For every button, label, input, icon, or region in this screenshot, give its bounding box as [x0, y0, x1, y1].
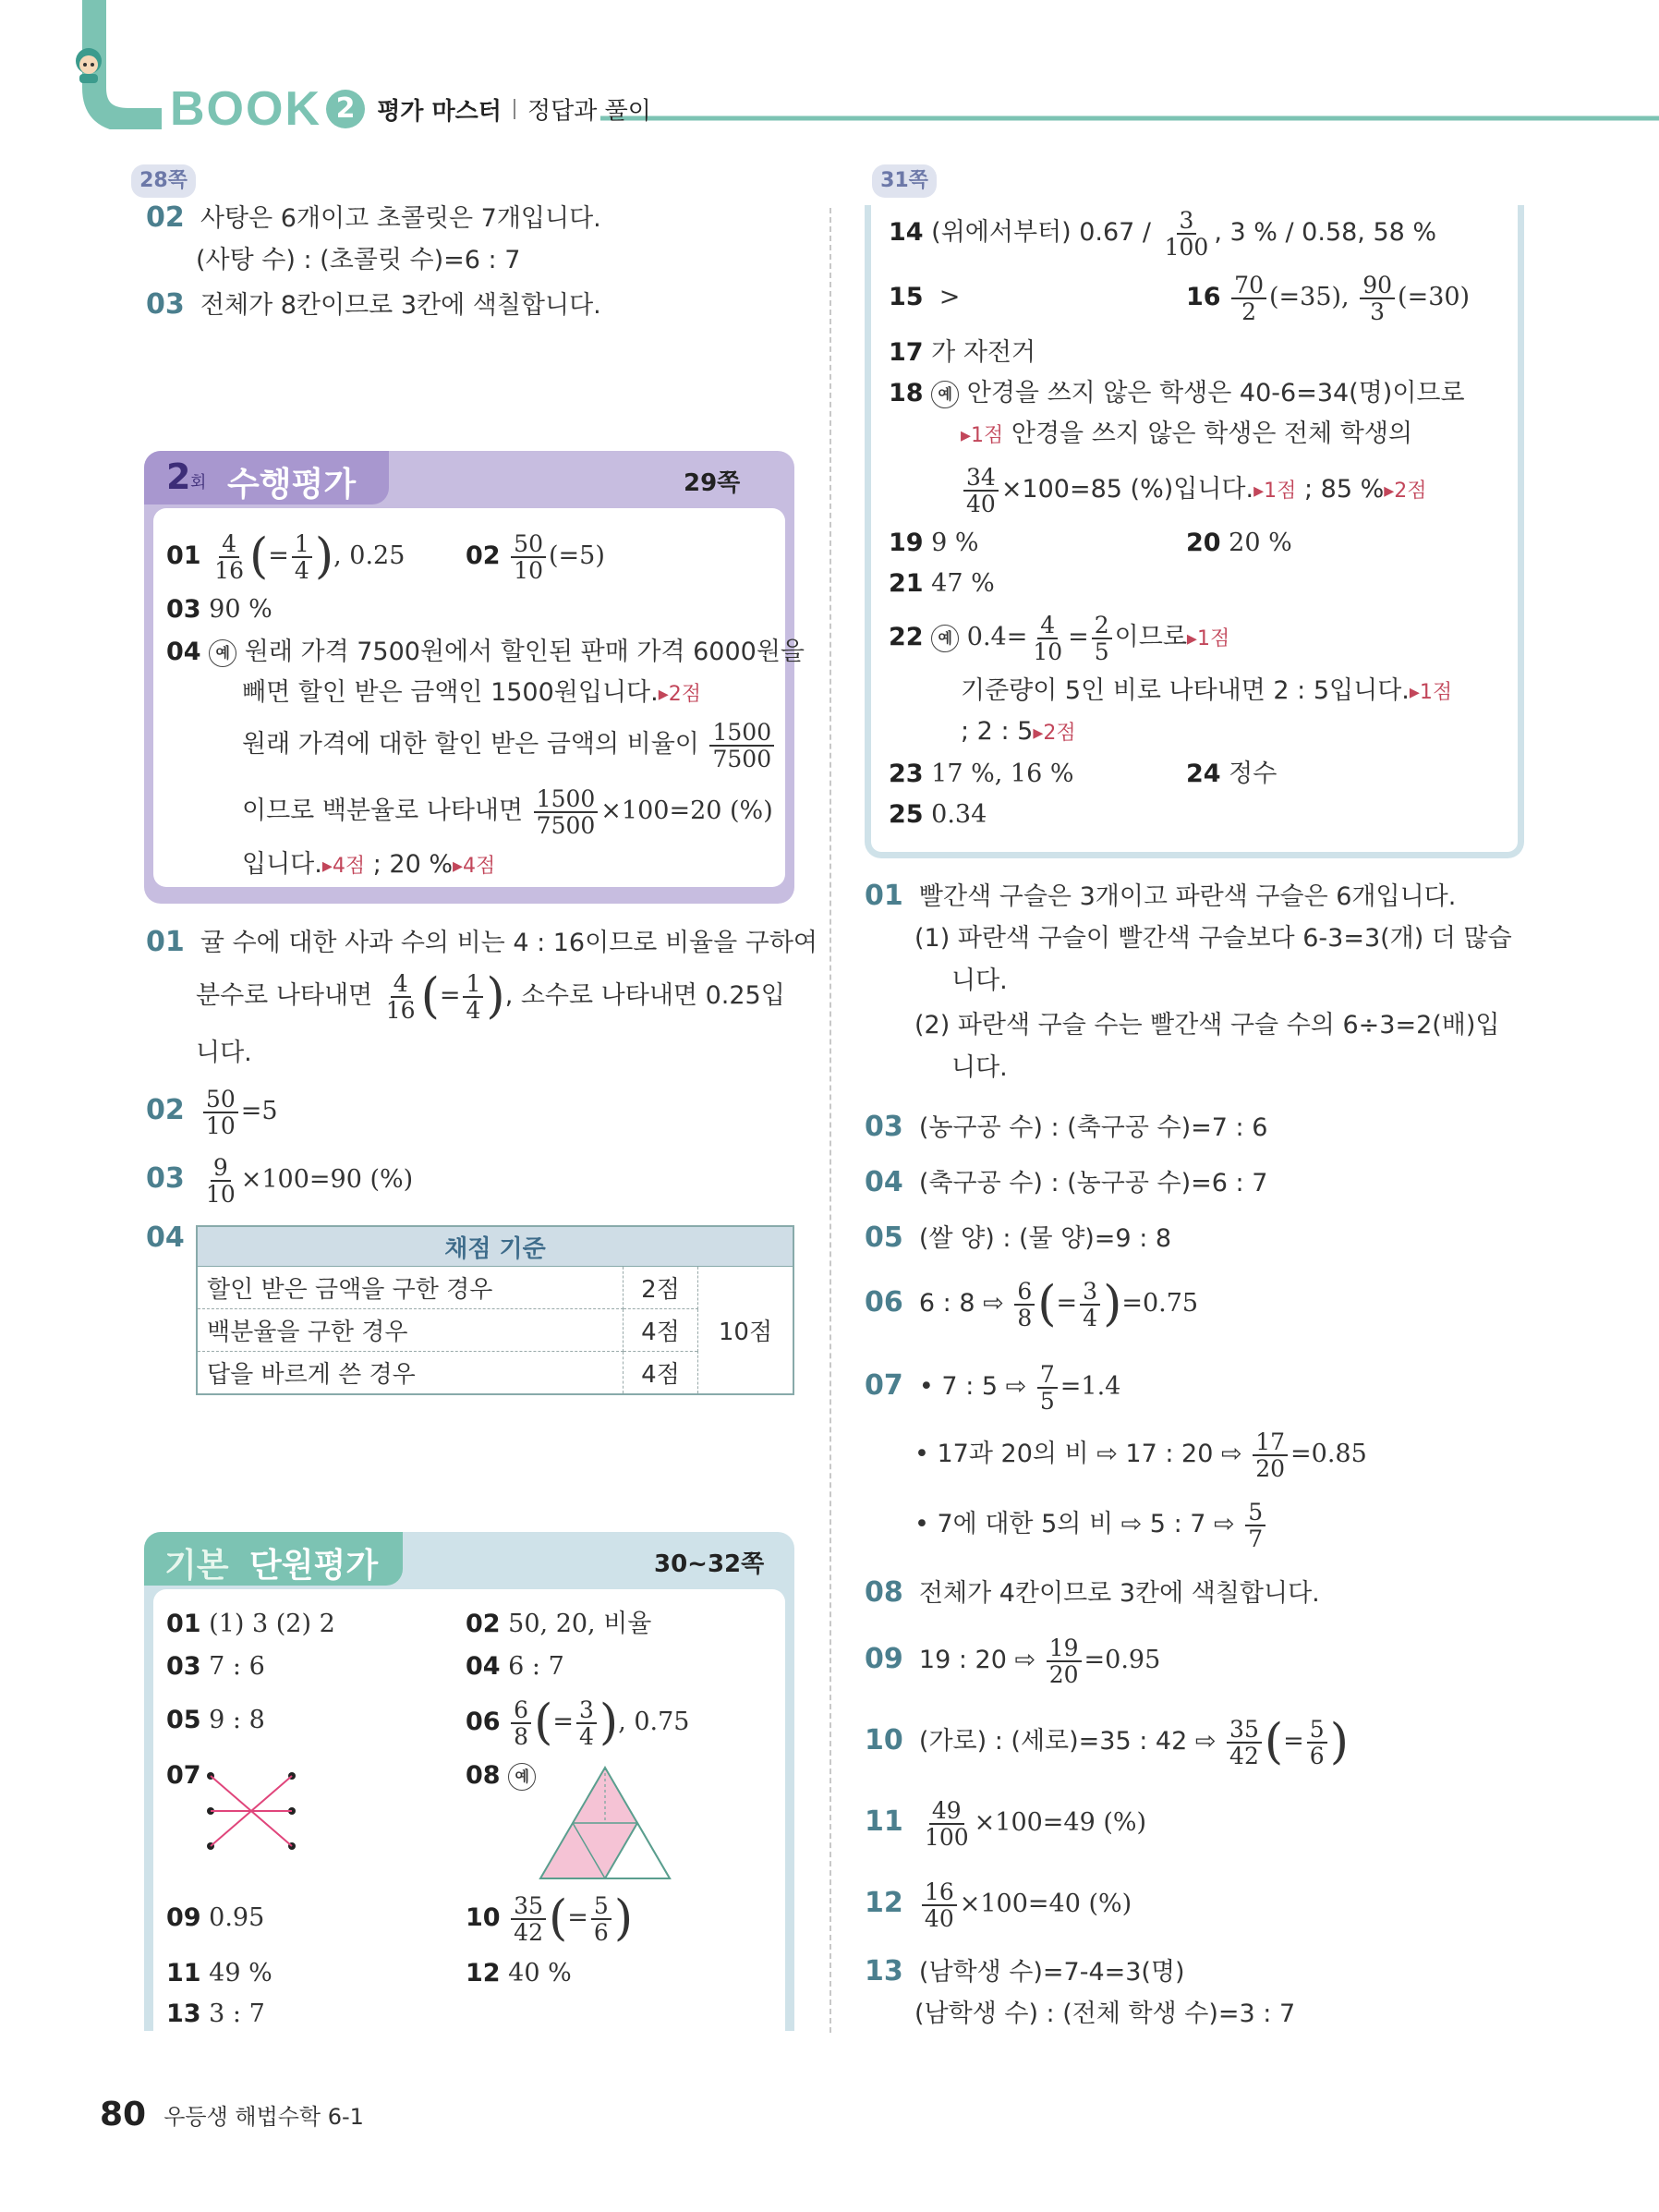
rs03-val: (농구공 수) : (축구공 수)=7 : 6 [918, 1113, 1268, 1142]
s04-num: 04 [146, 1221, 185, 1254]
frac-1500-7500: $\frac{1500}{7500}$ [709, 720, 774, 772]
b1-a04-line3: 원래 가격에 대한 할인 받은 금액의 비율이 [242, 730, 699, 759]
r-points-22b: ▸1점 [1409, 681, 1453, 704]
b2-a11-num: 11 [166, 1959, 201, 1987]
b2-a01-num: 01 [166, 1610, 201, 1638]
rubric-row-3-score: 4점 [624, 1352, 698, 1395]
b2-a05-val: 9 : 8 [209, 1706, 265, 1734]
mascot-icon [70, 44, 107, 85]
b2-a07-num: 07 [166, 1761, 201, 1790]
rs01-l1: 빨간색 구슬은 3개이고 파란색 구슬은 6개입니다. [918, 882, 1457, 911]
s01-line3: 니다. [196, 1039, 252, 1067]
r-points-2: ▸2점 [1384, 480, 1427, 503]
b2-a05-num: 05 [166, 1706, 201, 1734]
example-tag: 예 [209, 639, 236, 667]
r-points-22a: ▸1점 [1186, 627, 1230, 650]
b1-a01-num: 01 [166, 541, 201, 570]
rs07-a: • 7 : 5 ⇨ [918, 1372, 1027, 1401]
rs01-num: 01 [865, 880, 903, 912]
r-a15-num: 15 [889, 283, 924, 311]
page-number: 80 [100, 2096, 147, 2133]
box2-title2: 단원평가 [249, 1547, 379, 1585]
r-a23-val: 17 %, 16 % [931, 760, 1074, 788]
header-subtitle: 정답과 풀이 [527, 97, 651, 126]
box1-pages: 29쪽 [684, 469, 741, 497]
r-a18-l3: ×100=85 (%)입니다. [1000, 475, 1254, 504]
header-bar [0, 0, 1659, 136]
b2-a12-num: 12 [466, 1959, 501, 1987]
b1-a04-line2: 빼면 할인 받은 금액인 1500원입니다. [242, 678, 659, 707]
rs07-e: • 7에 대한 5의 비 ⇨ 5 : 7 ⇨ [914, 1510, 1235, 1538]
rs13-l1: (남학생 수)=7-4=3(명) [918, 1958, 1185, 1987]
frac-50-10: $\frac{50}{10}$ [511, 531, 546, 583]
s03-val: ×100=90 (%) [240, 1165, 414, 1194]
rubric-row-3-label: 답을 바르게 쓴 경우 [197, 1352, 624, 1395]
box1-title: 수행평가 [227, 466, 357, 504]
rubric-header: 채점 기준 [197, 1226, 793, 1267]
r-a20-val: 20 % [1229, 529, 1292, 557]
r-a22-l2: 기준량이 5인 비로 나타내면 2 : 5입니다. [961, 676, 1410, 705]
rs07-c: • 17과 20의 비 ⇨ 17 : 20 ⇨ [914, 1440, 1242, 1468]
r-a19-val: 9 % [931, 529, 979, 557]
r-a22-num: 22 [889, 623, 924, 651]
rs13-num: 13 [865, 1955, 903, 1987]
b2-a04-val: 6 : 7 [508, 1652, 564, 1681]
book-number-badge: 2 [326, 90, 365, 128]
box1-title-tab [144, 451, 389, 504]
r-points-22c: ▸2점 [1033, 722, 1076, 745]
b1-a04-line5: 입니다. [242, 850, 322, 879]
s02-val: =5 [240, 1097, 278, 1125]
r-a24-num: 24 [1186, 760, 1221, 788]
rs12-num: 12 [865, 1887, 903, 1919]
b1-a01-val: , 0.25 [333, 541, 406, 570]
s01-line2a: 분수로 나타내면 [196, 981, 373, 1010]
rs09-b: =0.95 [1084, 1646, 1161, 1674]
r-a22-l3: ; 2 : 5 [961, 717, 1034, 746]
rs11-num: 11 [865, 1805, 903, 1838]
r-a14-b: , 3 % / 0.58, 58 % [1214, 218, 1437, 247]
q02-line2: (사탕 수) : (초콜릿 수)=6 : 7 [196, 246, 521, 274]
r-a22-b: = [1068, 623, 1089, 651]
b2-a03-num: 03 [166, 1652, 201, 1681]
r-a17-num: 17 [889, 338, 924, 367]
page-tag-31: 31쪽 [872, 164, 937, 198]
r-a18-num: 18 [889, 379, 924, 407]
q02-line1: 사탕은 6개이고 초콜릿은 7개입니다. [200, 204, 601, 233]
r-a25-val: 0.34 [931, 800, 987, 829]
example-tag-3: 예 [931, 381, 959, 408]
frac-1-4: $\frac{1}{4}$ [292, 531, 312, 583]
rs08-num: 08 [865, 1576, 903, 1609]
r-a14-a: (위에서부터) 0.67 / [931, 218, 1152, 247]
b1-a03-num: 03 [166, 595, 201, 624]
box2-pages: 30~32쪽 [654, 1550, 765, 1578]
rubric-row-1-score: 2점 [624, 1267, 698, 1309]
page-tag-28: 28쪽 [131, 164, 196, 198]
r-a21-val: 47 % [931, 569, 995, 598]
rs05-val: (쌀 양) : (물 양)=9 : 8 [918, 1224, 1172, 1253]
q02-num: 02 [146, 201, 185, 234]
rs08-val: 전체가 4칸이므로 3칸에 색칠합니다. [918, 1579, 1320, 1608]
example-tag-2: 예 [508, 1763, 536, 1791]
rs10-num: 10 [865, 1724, 903, 1756]
r-a19-num: 19 [889, 529, 924, 557]
r-a22-a: 0.4= [966, 623, 1028, 651]
header-divider [514, 99, 515, 119]
round-number: 2 [166, 456, 191, 497]
b2-a13-val: 3 : 7 [209, 1999, 265, 2028]
b2-a09-num: 09 [166, 1903, 201, 1932]
r-a22-c: 이므로 [1114, 623, 1187, 651]
b2-a03-val: 7 : 6 [209, 1652, 265, 1681]
r-a14-num: 14 [889, 218, 924, 247]
book-label: BOOK [170, 82, 321, 136]
s01-line1: 귤 수에 대한 사과 수의 비는 4 : 16이므로 비율을 구하여 [200, 929, 818, 957]
b1-a04-answer: ; 20 % [365, 850, 453, 879]
r-a17-val: 가 자전거 [931, 338, 1036, 367]
b1-a02-val: (=5) [548, 541, 605, 570]
rubric-row-2-label: 백분율을 구한 경우 [197, 1309, 624, 1352]
rs06-a: 6 : 8 ⇨ [918, 1289, 1004, 1318]
rs01-l4: (2) 파란색 구슬 수는 빨간색 구슬 수의 6÷3=2(배)입 [914, 1011, 1500, 1039]
s01-num: 01 [146, 926, 185, 958]
b2-a06-val: , 0.75 [618, 1708, 690, 1736]
b2-a08-num: 08 [466, 1761, 501, 1790]
b1-a04-line4a: 이므로 백분율로 나타내면 [242, 796, 524, 825]
b1-a04-line1: 원래 가격 7500원에서 할인된 판매 가격 6000원을 [244, 638, 805, 666]
q03-text: 전체가 8칸이므로 3칸에 색칠합니다. [200, 291, 601, 320]
r-a25-num: 25 [889, 800, 924, 829]
rs11-b: ×100=49 (%) [974, 1808, 1147, 1837]
b1-a04-num: 04 [166, 638, 201, 666]
r-points-1b: ▸1점 [1253, 480, 1297, 503]
b2-a01-val: (1) 3 (2) 2 [209, 1610, 335, 1638]
points-2: ▸2점 [658, 683, 701, 706]
b2-a02-num: 02 [466, 1610, 501, 1638]
rs04-num: 04 [865, 1166, 903, 1198]
rs04-val: (축구공 수) : (농구공 수)=6 : 7 [918, 1169, 1268, 1197]
rs03-num: 03 [865, 1111, 903, 1143]
frac-1500-7500-b: $\frac{1500}{7500}$ [534, 786, 599, 838]
example-tag-4: 예 [931, 625, 959, 652]
rs06-b: =0.75 [1121, 1289, 1199, 1318]
scoring-rubric-table [196, 1225, 794, 1395]
r-a24-val: 정수 [1229, 760, 1278, 788]
b2-a12-val: 40 % [508, 1959, 572, 1987]
b2-a11-val: 49 % [209, 1959, 272, 1987]
rs07-b: =1.4 [1060, 1372, 1121, 1401]
rs10-a: (가로) : (세로)=35 : 42 ⇨ [918, 1727, 1217, 1756]
rs07-d: =0.85 [1290, 1440, 1367, 1468]
r-a16-a: (=35), [1268, 283, 1350, 311]
b2-a13-num: 13 [166, 1999, 201, 2028]
b1-a03-val: 90 % [209, 595, 272, 624]
q03-num: 03 [146, 288, 185, 321]
header-title: 평가 마스터 [377, 97, 502, 126]
r-a20-num: 20 [1186, 529, 1221, 557]
column-divider [830, 208, 831, 2033]
s01-line2b: , 소수로 나타내면 0.25입 [504, 981, 785, 1010]
b1-a02-num: 02 [466, 541, 501, 570]
rs09-a: 19 : 20 ⇨ [918, 1646, 1036, 1674]
points-4b: ▸4점 [453, 855, 496, 878]
box2-title1: 기본 [164, 1547, 229, 1585]
rs05-num: 05 [865, 1221, 903, 1254]
b1-a04-line4b: ×100=20 (%) [600, 796, 773, 825]
r-a18-ans: ; 85 % [1296, 475, 1385, 504]
r-a21-num: 21 [889, 569, 924, 598]
shaded-triangle-diagram [536, 1763, 674, 1883]
b2-a06-num: 06 [466, 1708, 501, 1736]
r-a18-l2: 안경을 쓰지 않은 학생은 전체 학생의 [1003, 419, 1413, 448]
rs13-l2: (남학생 수) : (전체 학생 수)=3 : 7 [914, 1999, 1296, 2028]
r-a16-b: (=30) [1398, 283, 1471, 311]
r-a16-num: 16 [1186, 283, 1221, 311]
rubric-total: 10점 [698, 1267, 794, 1395]
r-points-1: ▸1점 [961, 424, 1004, 447]
round-suffix: 회 [190, 473, 207, 492]
s02-num: 02 [146, 1094, 185, 1126]
r-a15-val: > [938, 283, 961, 311]
rs01-l5: 니다. [951, 1053, 1008, 1082]
rs01-l2: (1) 파란색 구슬이 빨간색 구슬보다 6-3=3(개) 더 많습 [914, 924, 1512, 953]
rubric-row-1-label: 할인 받은 금액을 구한 경우 [197, 1267, 624, 1309]
b2-a02-val: 50, 20, 비율 [508, 1610, 652, 1638]
r-a23-num: 23 [889, 760, 924, 788]
rs07-num: 07 [865, 1369, 903, 1402]
rubric-row-2-score: 4점 [624, 1309, 698, 1352]
b2-a10-num: 10 [466, 1903, 501, 1932]
rs09-num: 09 [865, 1643, 903, 1675]
b2-a09-val: 0.95 [209, 1903, 265, 1932]
rs06-num: 06 [865, 1286, 903, 1319]
matching-diagram [205, 1767, 297, 1859]
r-a18-l1: 안경을 쓰지 않은 학생은 40-6=34(명)이므로 [966, 379, 1465, 407]
footer-book-title: 우등생 해법수학 6-1 [163, 2104, 364, 2130]
b2-a04-num: 04 [466, 1652, 501, 1681]
box2-title-tab [144, 1532, 403, 1586]
rs12-b: ×100=40 (%) [959, 1890, 1132, 1918]
rs01-l3: 니다. [951, 966, 1008, 995]
points-4: ▸4점 [321, 855, 366, 878]
s03-num: 03 [146, 1162, 185, 1195]
frac-4-16: $\frac{4}{16}$ [214, 529, 244, 584]
